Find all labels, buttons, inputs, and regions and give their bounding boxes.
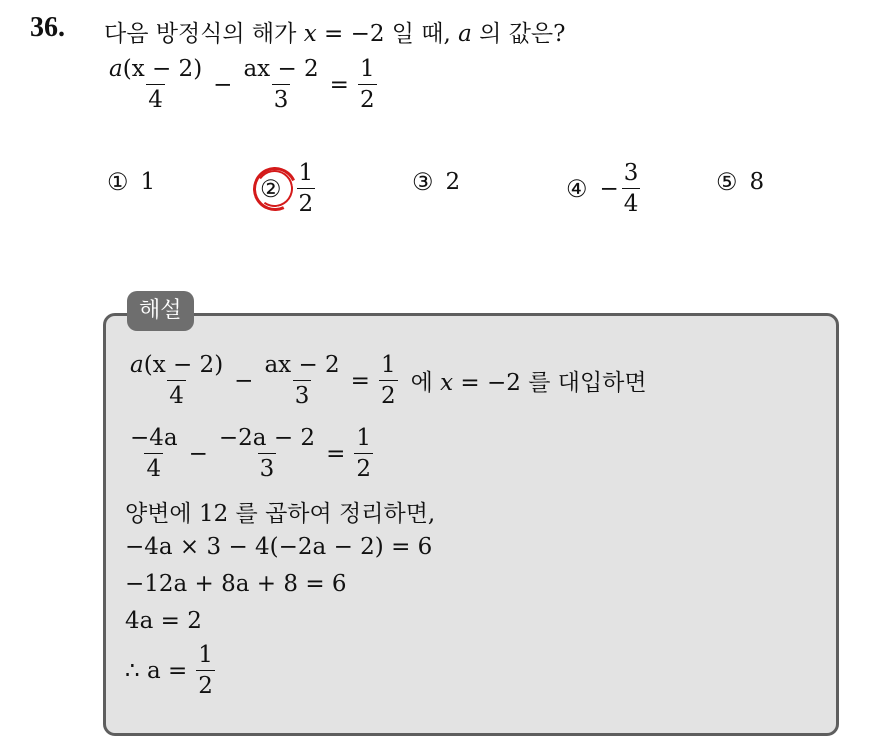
sol-fraction-2: $\frac{ax - 2}{3}$ [264,352,340,409]
choice-2-mark: ② [260,175,282,203]
choice-2-numerator: 1 [298,160,314,186]
condition-variable: x [303,21,317,47]
sol-fraction-1: $\frac{a(x - 2)}{4}$ [130,352,224,409]
sol2-fraction-1-denominator: 4 [144,453,163,482]
choice-4-mark: ④ [566,174,588,203]
fraction-1-denominator: 4 [146,84,165,113]
choice-4[interactable] [566,160,643,217]
choice-5-mark: ⑤ [716,168,738,196]
choice-4-denominator: 4 [622,188,641,217]
minus-sign: − [213,71,233,98]
question-text [104,15,565,48]
ask-text: 의 값은? [471,21,566,47]
substitution-text: 에 x = −2 를 대입하면 [410,370,647,396]
ask-variable: a [458,21,472,47]
sol2-fraction-2-denominator: 3 [258,453,277,482]
answer-numerator: 1 [198,642,213,668]
therefore-text: ∴ a = [125,657,188,684]
choice-4-numerator: 3 [623,160,639,186]
fraction-1-numerator: (x − 2) [122,56,203,82]
question-number: 36. [30,12,65,43]
condition-text: = −2 일 때, [316,21,459,47]
fraction-2-numerator: ax − 2 [243,56,319,82]
fraction-2-denominator: 3 [272,84,291,113]
solution-line-2: $\frac{-4a}{4}$ − $\frac{-2a - 2}{3}$ = $\frac{1}{2}$ [130,425,371,482]
fraction-1-coef: a [109,56,123,82]
sol2-fraction-3-denominator: 2 [354,453,373,482]
choice-3[interactable] [412,168,460,196]
choice-4-fraction [622,160,641,217]
answer-denominator: 2 [196,670,215,699]
sol2-fraction-1-numerator: −4a [130,425,178,451]
solution-line-5: −12a + 8a + 8 = 6 [125,571,347,597]
choice-5[interactable] [716,168,764,196]
choice-2-denominator: 2 [297,188,316,217]
solution-line-7 [125,642,218,699]
choice-4-sign: − [599,175,619,202]
solution-line-6: 4a = 2 [125,608,202,634]
fraction-2 [241,56,320,113]
sol2-fraction-2-numerator: −2a − 2 [218,425,316,451]
fraction-3 [358,56,377,113]
choice-5-value: 8 [749,169,765,195]
sol-fraction-3: $\frac{1}{2}$ [380,352,396,409]
solution-label: 해설 [127,291,194,331]
choice-1-value: 1 [140,169,156,195]
choice-3-value: 2 [445,169,461,195]
sol2-fraction-3-numerator: 1 [356,425,371,451]
solution-line-1: $\frac{a(x - 2)}{4}$ − $\frac{ax - 2}{3}$ = $\frac{1}{2}$ 에 x = −2 를 대입하면 [130,352,647,409]
main-equation [104,56,380,113]
choice-2[interactable] [260,160,318,217]
choice-1[interactable] [107,168,155,196]
question-prefix: 다음 방정식의 해가 [104,21,304,47]
choice-2-fraction [297,160,316,217]
fraction-3-denominator: 2 [358,84,377,113]
fraction-1 [107,56,204,113]
fraction-3-numerator: 1 [359,56,375,82]
equals-sign: = [329,71,349,98]
solution-line-3: 양변에 12 를 곱하여 정리하면, [125,501,436,527]
choice-3-mark: ③ [412,168,434,196]
choice-1-mark: ① [107,168,129,196]
solution-line-4: −4a × 3 − 4(−2a − 2) = 6 [125,534,433,560]
